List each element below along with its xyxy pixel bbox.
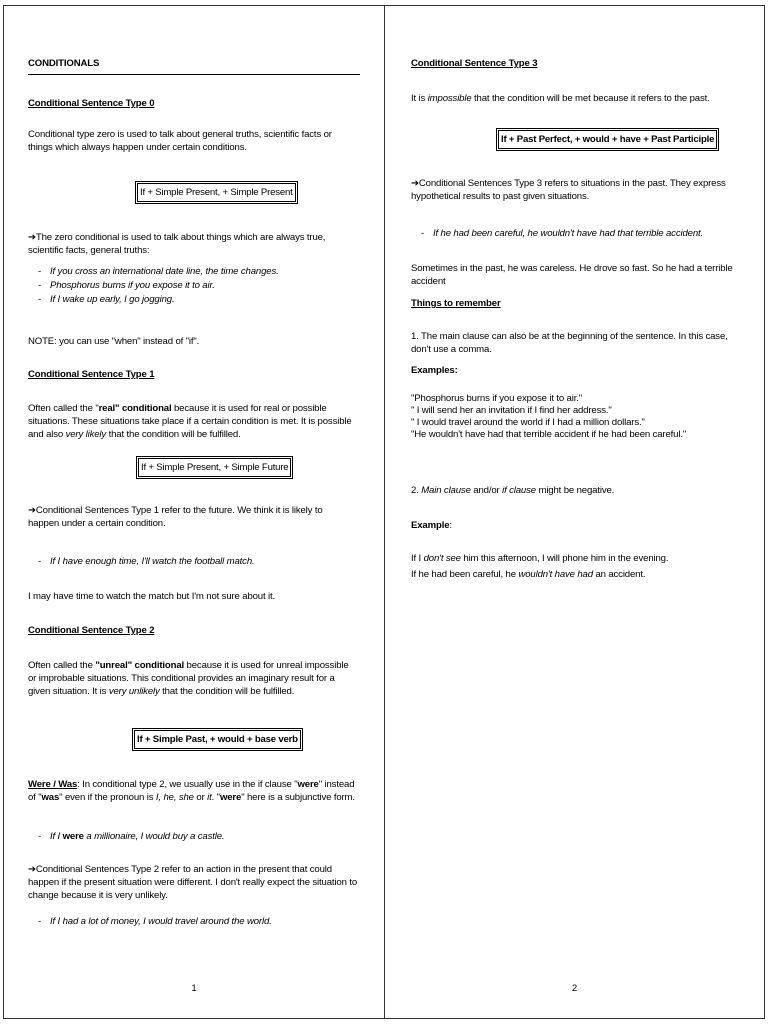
list-item [28, 830, 360, 844]
text-run-italic: very unlikely [108, 686, 160, 697]
text-run-italic: I, he, she [155, 792, 194, 803]
type1-after: I may have time to watch the match but I'm not sure about it. [28, 591, 276, 602]
text-run: because it is used for unreal impossible or improbable situations. This conditional provides an imaginary result for a given situation. It is [28, 660, 349, 697]
text-run: " even if the pronoun is [59, 792, 156, 803]
type3-after: Sometimes in the past, he was careless. He drove so fast. So he had a terrible accident [411, 263, 733, 287]
type3-description [411, 92, 740, 105]
type3-examples [411, 227, 740, 241]
text-run: an accident. [592, 569, 646, 580]
were-was-paragraph [28, 778, 356, 804]
document-title: CONDITIONALS [28, 58, 100, 69]
list-item: - If I wake up early, I go jogging. [28, 293, 360, 307]
text-run-bold: Example [411, 520, 450, 531]
type3-formula-box [496, 128, 719, 151]
type0-heading: Conditional Sentence Type 0 [28, 98, 155, 109]
type0-formula: If + Simple Present, + Simple Present [137, 183, 296, 202]
text-run: that the condition will be fulfilled. [106, 429, 241, 440]
type1-formula: If + Simple Present, + Simple Future [138, 458, 291, 477]
type2-description [28, 659, 358, 698]
text-run: It is [411, 93, 428, 104]
type3-usage: ➔Conditional Sentences Type 3 refers to situations in the past. They express hypothetical results to past given situations. [411, 178, 726, 202]
type2-heading: Conditional Sentence Type 2 [28, 625, 155, 636]
type3-heading: Conditional Sentence Type 3 [411, 58, 538, 69]
text-run: . " [211, 792, 220, 803]
type1-description [28, 402, 354, 441]
remember-examples [411, 393, 740, 441]
remember-final-examples [411, 553, 740, 581]
remember-point-1: 1. The main clause can also be at the beginning of the sentence. In this case, don't use a comma. [411, 331, 728, 355]
page-number: 2 [571, 983, 578, 994]
type0-description: Conditional type zero is used to talk about general truths, scientific facts or things which always happen under certain conditions. [28, 129, 332, 153]
text-run: or [193, 792, 208, 803]
text-run: " here is a subjunctive form. [241, 792, 355, 803]
type2-formula-box [132, 728, 303, 751]
text-run: If he had been careful, he [411, 569, 519, 580]
type2-example-2 [28, 915, 360, 929]
text-run: If I [411, 553, 424, 564]
list-item: " I would travel around the world if I had a million dollars." [411, 417, 645, 428]
page-2 [384, 5, 765, 1019]
remember-heading: Things to remember [411, 298, 501, 309]
list-item: - If I had a lot of money, I would travel around the world. [28, 915, 360, 929]
text-run-bold: were [297, 779, 319, 790]
title-underline [28, 74, 360, 75]
type1-formula-box [136, 456, 293, 479]
type2-usage: ➔Conditional Sentences Type 2 refer to an action in the present that could happen if the present situation were different. I don't really expect the situation to change because it is very unlikely. [28, 864, 358, 901]
list-item: - Phosphorus burns if you expose it to air. [28, 279, 360, 293]
list-item: "He wouldn't have had that terrible accident if he had been careful." [411, 429, 687, 440]
text-run: that the condition will be met because it refers to the past. [471, 93, 710, 104]
text-run-bold: "unreal" conditional [95, 660, 185, 671]
text-run-italic: if clause [502, 485, 536, 496]
text-run-italic: don't see [423, 553, 461, 564]
text-run: If I [50, 831, 63, 842]
text-run: that the condition will be fulfilled. [159, 686, 295, 697]
list-item [411, 553, 740, 565]
list-item: "Phosphorus burns if you expose it to air." [411, 393, 583, 404]
type0-examples [28, 265, 360, 307]
type0-note: NOTE: you can use "when" instead of "if". [28, 336, 200, 347]
text-run: 2. [411, 485, 422, 496]
remember-point-2 [411, 484, 740, 497]
text-run: a millionaire, I would buy a castle. [83, 831, 225, 842]
list-item [411, 569, 740, 581]
text-run: : [449, 520, 452, 531]
were-was-label: Were / Was [28, 779, 78, 790]
type2-formula: If + Simple Past, + would + base verb [134, 730, 301, 749]
text-run-italic: impossible [427, 93, 472, 104]
text-run-bold: were [219, 792, 242, 803]
type1-heading: Conditional Sentence Type 1 [28, 369, 155, 380]
text-run-italic: it [207, 792, 212, 803]
example-label [411, 519, 740, 532]
text-run-bold: real" conditional [98, 403, 172, 414]
page-1 [3, 5, 385, 1019]
text-run-italic: wouldn't have had [518, 569, 593, 580]
text-run: Often called the " [28, 403, 99, 414]
text-run-italic: very likely [65, 429, 107, 440]
text-run: : In conditional type 2, we usually use in the if clause " [77, 779, 298, 790]
type3-formula: If + Past Perfect, + would + have + Past Participle [498, 130, 717, 149]
type2-example-1 [28, 830, 360, 844]
text-run: because it is used for real or possible situations. These situations take place if a certain condition is met. It is possible and also [28, 403, 352, 440]
list-item: - If you cross an international date line, the time changes. [28, 265, 360, 279]
type1-usage: ➔Conditional Sentences Type 1 refer to the future. We think it is likely to happen under a certain condition. [28, 505, 323, 529]
page-number: 1 [191, 983, 197, 994]
type1-examples [28, 555, 360, 569]
text-run: Often called the [28, 660, 96, 671]
text-run-bold: were [62, 831, 84, 842]
list-item: - If he had been careful, he wouldn't have had that terrible accident. [411, 227, 740, 241]
text-run: and/or [470, 485, 503, 496]
text-run: him this afternoon, I will phone him in the evening. [460, 553, 669, 564]
type0-formula-box [135, 181, 298, 204]
examples-label: Examples: [411, 365, 458, 376]
type0-usage: ➔The zero conditional is used to talk about things which are always true, scientific facts, general truths: [28, 232, 326, 256]
text-run-bold: was [41, 792, 60, 803]
text-run: " instead of " [28, 779, 355, 803]
text-run: might be negative. [535, 485, 615, 496]
list-item: " I will send her an invitation if I find her address." [411, 405, 612, 416]
list-item: - If I have enough time, I'll watch the football match. [28, 555, 360, 569]
text-run-italic: Main clause [421, 485, 471, 496]
